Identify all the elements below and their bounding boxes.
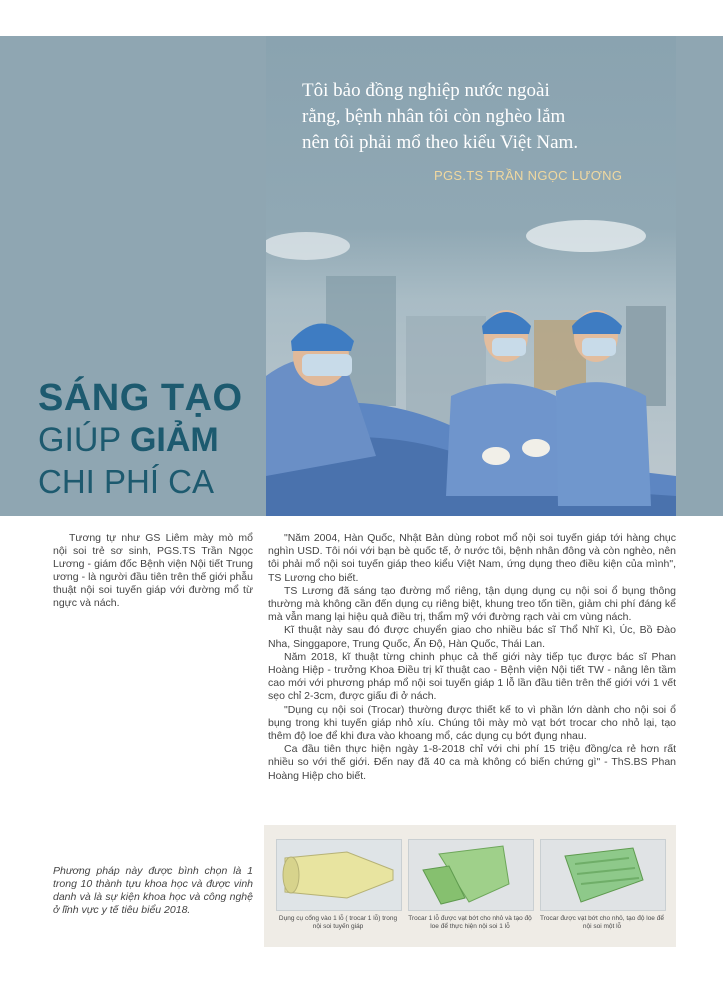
trocar-caption-1: Dụng cụ cổng vào 1 lỗ ( trocar 1 lỗ) trong nội soi tuyến giáp <box>278 915 398 930</box>
body-paragraph: "Năm 2004, Hàn Quốc, Nhật Bản dùng robot mổ nội soi tuyến giáp tới hàng chục nghìn USD. Tôi nói với bạn bè quốc tế, ở nước tôi, bệnh nhân đông và còn nghèo, nên tôi phải mổ nội soi tuyến giáp theo kiểu Việt Nam, ứng dụng theo điều kiện của mình", TS Lương cho biết. <box>268 532 676 584</box>
headline-line-3: CHI PHÍ CA <box>38 463 215 500</box>
quote-line-2: rằng, bệnh nhân tôi còn nghèo lắm <box>302 106 566 127</box>
body-paragraph: Ca đầu tiên thực hiện ngày 1-8-2018 chỉ với chi phí 15 triệu đồng/ca rẻ hơn rất nhiều so với thế giới. Đến nay đã 40 ca mà không có biến chứng gì" - ThS.BS Phan Hoàng Hiệp cho biết. <box>268 743 676 782</box>
quote-line-3: nên tôi phải mổ theo kiểu Việt Nam. <box>302 132 579 153</box>
quote-line-1: Tôi bảo đồng nghiệp nước ngoài <box>302 80 550 101</box>
headline-line-1: SÁNG TẠO <box>38 377 243 419</box>
body-paragraph: TS Lương đã sáng tạo đường mổ riêng, tận dụng dụng cụ nội soi ổ bụng thông thường mà không cần đến dụng cụ riêng biệt, khung treo tốn tiền, giảm chi phí đáng kể mà vẫn mang lại hiệu quả điều trị, thẩm mỹ với đường rạch vài cm vùng nách. <box>268 584 676 624</box>
trocar-caption-2: Trocar 1 lỗ được vạt bớt cho nhỏ và tạo độ loe để thực hiện nội soi 1 lỗ <box>408 915 532 930</box>
pull-quote <box>302 78 662 183</box>
body-paragraph: "Dụng cụ nội soi (Trocar) thường được thiết kế to vì phần lớn dành cho nội soi ổ bụng trong khi tuyến giáp nhỏ xíu. Chúng tôi mày mò vạt bớt trocar cho nhỏ lại, tạo thêm độ loe để khi đưa vào khoang mổ, các dụng cụ bớt đụng nhau. <box>268 703 676 743</box>
trocar-panel-1 <box>276 839 402 911</box>
body-paragraph: Năm 2018, kĩ thuật từng chinh phục cả thế giới này tiếp tục được bác sĩ Phan Hoàng Hiệp - trưởng Khoa Điều trị kĩ thuật cao - Bệnh viện Nội tiết TW - nâng lên tầm cao mới với phương pháp mổ nội soi tuyến giáp 1 lỗ lần đầu tiên trên thế giới với 1 vết sẹo chỉ 2-3cm, được giấu đi ở nách. <box>268 650 676 703</box>
quote-text <box>302 78 662 156</box>
quote-author: PGS.TS TRẦN NGỌC LƯƠNG <box>434 168 623 183</box>
trocar-panel-3 <box>540 839 666 911</box>
trocar-figure <box>264 825 676 947</box>
trocar-caption-3: Trocar được vạt bớt cho nhỏ, tạo độ loe để nội soi một lỗ <box>540 915 664 930</box>
headline-line-2: GIÚP GIẢM <box>38 421 219 459</box>
figure-side-caption: Phương pháp này được bình chọn là 1 trong 10 thành tựu khoa học và được vinh danh và là sự kiện khoa học và công nghệ ở lĩnh vực y tế tiêu biểu 2018. <box>53 865 253 916</box>
article-body <box>268 532 676 783</box>
article-headline <box>38 378 266 502</box>
trocar-panel-2 <box>408 839 534 911</box>
lead-paragraph: Tương tự như GS Liêm mày mò mổ nội soi trẻ sơ sinh, PGS.TS Trần Ngọc Lương - giám đốc Bệnh viện Nội tiết Trung ương - là người đầu tiên trên thế giới phẫu thuật nội soi tuyến giáp với đường mổ từ ngực và nách. <box>53 532 253 609</box>
surgery-photo <box>266 36 676 516</box>
body-paragraph: Kĩ thuật này sau đó được chuyển giao cho nhiều bác sĩ Thổ Nhĩ Kì, Úc, Bồ Đào Nha, Singgapore, Trung Quốc, Ấn Độ, Hàn Quốc, Thái Lan. <box>268 624 676 650</box>
